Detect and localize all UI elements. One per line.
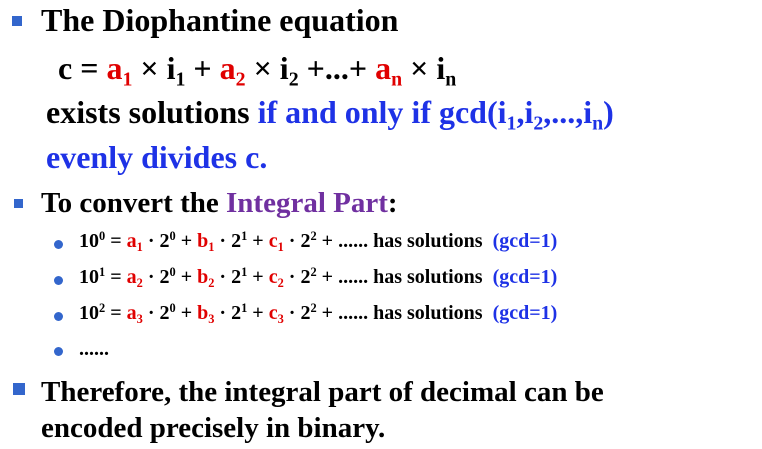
bullet-square-icon: [13, 383, 25, 395]
expansion-row: $10^1 = a_2 \cdot 2^0 + b_2 \cdot 2^1 + c_2 \cdot 2^2$ + ...... has solutions (gcd=1): [79, 265, 558, 290]
convert-integral-heading: To convert the Integral Part:: [41, 187, 398, 219]
ellipsis-row: ......: [79, 338, 109, 360]
expansion-row: $10^2 = a_3 \cdot 2^0 + b_3 \cdot 2^1 + c_3 \cdot 2^2$ + ...... has solutions (gcd=1): [79, 301, 558, 326]
conclusion-line-1: Therefore, the integral part of decimal can be: [41, 376, 604, 408]
diophantine-title: The Diophantine equation: [41, 2, 399, 38]
bullet-dot-icon: [54, 240, 63, 249]
bullet-dot-icon: [54, 347, 63, 356]
expansion-row: $10^0 = a_1 \cdot 2^0 + b_1 \cdot 2^1 + c_1 \cdot 2^2$ + ...... has solutions (gcd=1): [79, 229, 558, 254]
conclusion-line-2: encoded precisely in binary.: [41, 412, 386, 444]
bullet-square-icon: [12, 16, 22, 26]
evenly-divides: evenly divides c.: [46, 139, 268, 175]
diophantine-equation: $c = a_1 \times i_1 + a_2 \times i_2$ +...+ $a_n \times i_n$: [58, 50, 457, 91]
bullet-square-icon: [14, 199, 23, 208]
solutions-condition: exists solutions if and only if $\gcd(i_1,i_2,...,i_n)$: [46, 94, 614, 135]
bullet-dot-icon: [54, 276, 63, 285]
bullet-dot-icon: [54, 312, 63, 321]
